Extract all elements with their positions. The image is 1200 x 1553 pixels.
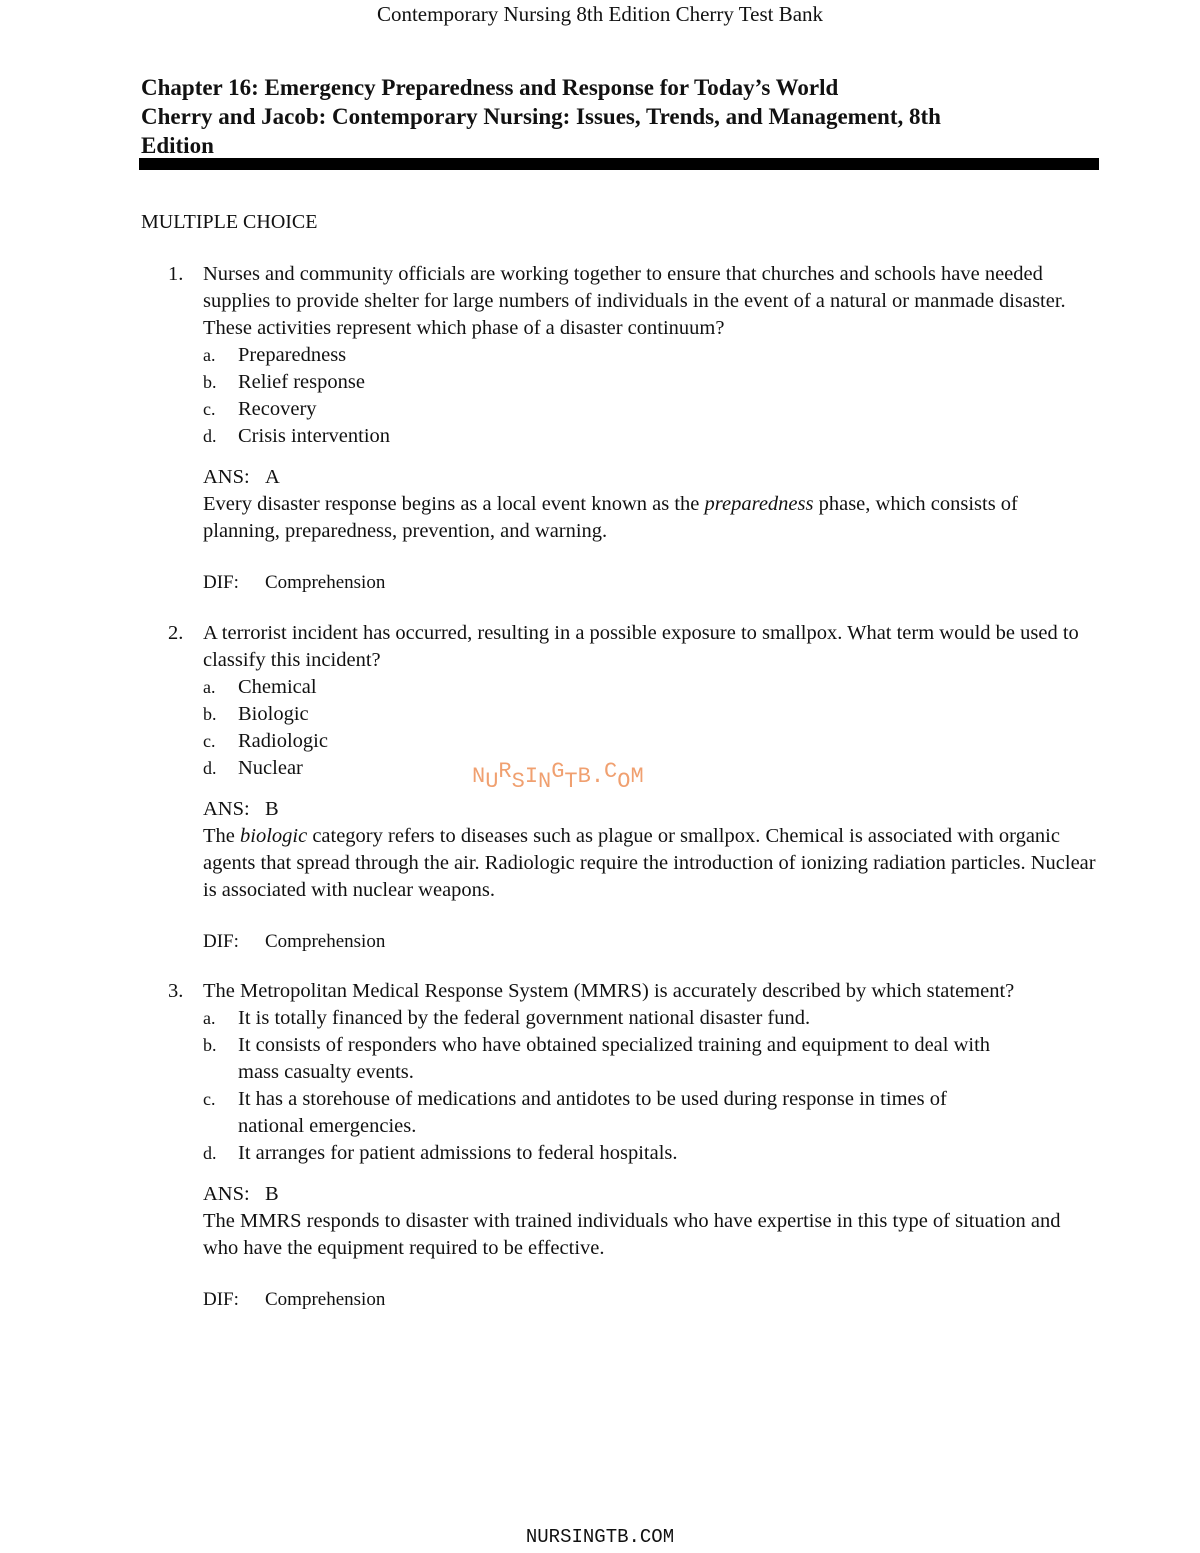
question-number: 1. bbox=[168, 263, 184, 285]
rationale-text: The bbox=[203, 825, 240, 847]
choice-list bbox=[203, 674, 1098, 782]
choice-letter: d. bbox=[203, 426, 217, 446]
answer-line bbox=[203, 796, 1098, 823]
choice-d bbox=[203, 423, 1098, 450]
question-stem: Nurses and community officials are working together to ensure that churches and schools have needed supplies to provide shelter for large numbers of individuals in the event of a natural or manmade disaster. These activities represent which phase of a disaster continuum? bbox=[203, 263, 1066, 339]
choice-text: Nuclear bbox=[238, 757, 303, 779]
question-number: 2. bbox=[168, 622, 184, 644]
choice-letter: c. bbox=[203, 1089, 216, 1109]
difficulty-label: DIF: bbox=[203, 1289, 239, 1310]
choice-c bbox=[203, 728, 1098, 755]
choice-letter: d. bbox=[203, 1143, 217, 1163]
running-header: Contemporary Nursing 8th Edition Cherry Test Bank bbox=[376, 2, 824, 26]
choice-a bbox=[203, 342, 1098, 369]
chapter-title: Chapter 16: Emergency Preparedness and Response for Today’s World bbox=[141, 75, 839, 100]
choice-b bbox=[203, 701, 1098, 728]
choice-text: It consists of responders who have obtained specialized training and equipment to deal with mass casualty events. bbox=[238, 1034, 991, 1083]
choice-text: It arranges for patient admissions to federal hospitals. bbox=[238, 1142, 678, 1164]
difficulty-value: Comprehension bbox=[265, 572, 386, 593]
difficulty-label: DIF: bbox=[203, 931, 239, 952]
difficulty-label: DIF: bbox=[203, 572, 239, 593]
choice-letter: a. bbox=[203, 345, 216, 365]
answer-label: ANS: bbox=[203, 1183, 250, 1205]
choice-b bbox=[203, 1032, 1003, 1086]
choice-letter: a. bbox=[203, 677, 216, 697]
difficulty-value: Comprehension bbox=[265, 931, 386, 952]
question-3 bbox=[168, 978, 1098, 1313]
rationale-text: The MMRS responds to disaster with trained individuals who have expertise in this type of situation and who have the equipment required to be effective. bbox=[203, 1210, 1061, 1259]
choice-b bbox=[203, 369, 1098, 396]
watermark-letter: N bbox=[538, 769, 552, 794]
rationale bbox=[203, 491, 1098, 545]
rationale-text: phase, which consists of planning, preparedness, prevention, and warning. bbox=[203, 493, 1018, 542]
rationale bbox=[203, 1208, 1098, 1262]
watermark-letter: . bbox=[590, 764, 605, 789]
difficulty-line bbox=[203, 569, 1098, 596]
choice-text: Crisis intervention bbox=[238, 425, 391, 447]
title-rule bbox=[139, 158, 1099, 170]
choice-text: Chemical bbox=[238, 676, 317, 698]
choice-text: Relief response bbox=[238, 371, 365, 393]
choice-a bbox=[203, 674, 1098, 701]
answer-label: ANS: bbox=[203, 798, 250, 820]
rationale-emphasis: biologic bbox=[240, 825, 308, 847]
watermark-letter: N bbox=[472, 764, 486, 789]
answer-value: B bbox=[265, 798, 279, 820]
choice-d bbox=[203, 755, 1098, 782]
choice-letter: d. bbox=[203, 758, 217, 778]
choice-letter: b. bbox=[203, 1035, 217, 1055]
choice-list bbox=[203, 342, 1098, 450]
page-footer: NURSINGTB.COM bbox=[525, 1526, 675, 1548]
watermark-letter: T bbox=[564, 769, 578, 794]
choice-text: It is totally financed by the federal government national disaster fund. bbox=[238, 1007, 811, 1029]
question-number: 3. bbox=[168, 980, 184, 1002]
watermark-letter: G bbox=[551, 759, 565, 784]
difficulty-value: Comprehension bbox=[265, 1289, 386, 1310]
choice-letter: c. bbox=[203, 399, 216, 419]
answer-label: ANS: bbox=[203, 466, 250, 488]
choice-c bbox=[203, 1086, 1003, 1140]
rationale-text: Every disaster response begins as a local event known as the bbox=[203, 493, 705, 515]
book-title-line-1: Cherry and Jacob: Contemporary Nursing: Issues, Trends, and Management, 8th bbox=[141, 104, 941, 129]
answer-line bbox=[203, 464, 1098, 491]
answer-line bbox=[203, 1181, 1098, 1208]
choice-text: It has a storehouse of medications and antidotes to be used during response in times of national emergencies. bbox=[238, 1088, 947, 1137]
choice-c bbox=[203, 396, 1098, 423]
difficulty-line bbox=[203, 1286, 1098, 1313]
question-1 bbox=[168, 261, 1098, 596]
watermark-letter: R bbox=[498, 759, 512, 784]
rationale bbox=[203, 823, 1098, 904]
rationale-text: category refers to diseases such as plague or smallpox. Chemical is associated with organic agents that spread through the air. Radiologic require the introduction of ionizing radiation particles. Nuclear is associated with nuclear weapons. bbox=[203, 825, 1096, 901]
choice-list bbox=[203, 1005, 1003, 1167]
choice-d bbox=[203, 1140, 1003, 1167]
watermark-letter: I bbox=[524, 764, 539, 789]
question-stem: The Metropolitan Medical Response System (MMRS) is accurately described by which statement? bbox=[203, 980, 1015, 1002]
watermark bbox=[472, 759, 644, 794]
title-block bbox=[141, 73, 1061, 160]
question-stem: A terrorist incident has occurred, resulting in a possible exposure to smallpox. What term would be used to classify this incident? bbox=[203, 622, 1079, 671]
difficulty-line bbox=[203, 928, 1098, 955]
watermark-letter: C bbox=[604, 759, 618, 784]
choice-text: Recovery bbox=[238, 398, 317, 420]
choice-text: Biologic bbox=[238, 703, 309, 725]
choice-letter: b. bbox=[203, 704, 217, 724]
watermark-letter: S bbox=[511, 769, 525, 794]
choice-a bbox=[203, 1005, 1003, 1032]
choice-letter: c. bbox=[203, 731, 216, 751]
choice-letter: a. bbox=[203, 1008, 216, 1028]
watermark-letter: O bbox=[617, 769, 631, 794]
answer-value: A bbox=[265, 466, 280, 488]
choice-letter: b. bbox=[203, 372, 217, 392]
watermark-letter: M bbox=[630, 764, 644, 789]
answer-value: B bbox=[265, 1183, 279, 1205]
choice-text: Preparedness bbox=[238, 344, 347, 366]
watermark-letter: B bbox=[577, 764, 591, 789]
watermark-letter: U bbox=[485, 769, 499, 794]
choice-text: Radiologic bbox=[238, 730, 328, 752]
section-heading: MULTIPLE CHOICE bbox=[141, 211, 318, 233]
rationale-emphasis: preparedness bbox=[704, 493, 814, 515]
book-title-line-2: Edition bbox=[141, 133, 214, 158]
